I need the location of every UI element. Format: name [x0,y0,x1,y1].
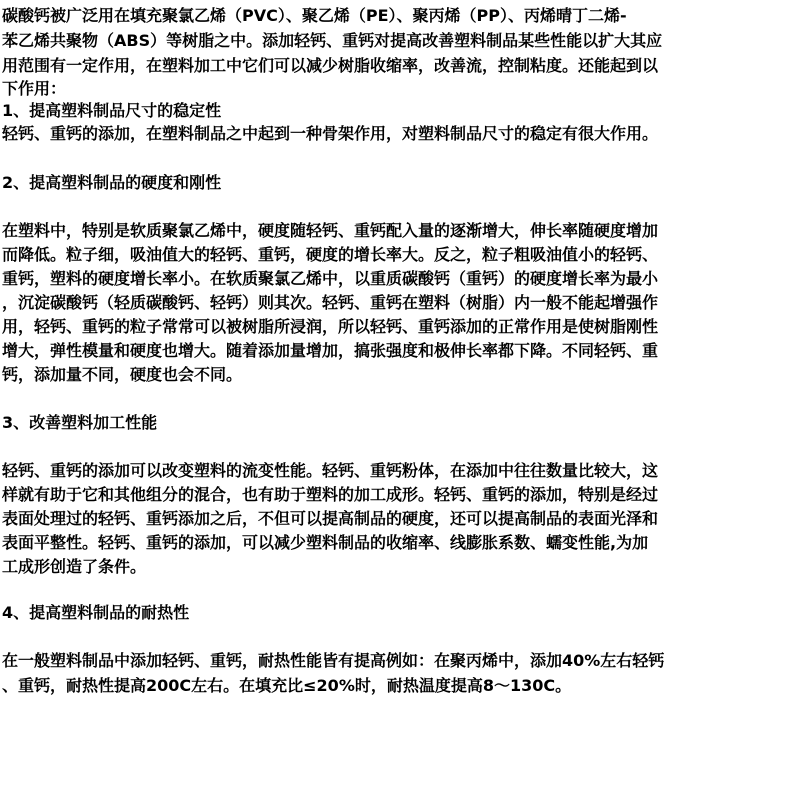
paragraph-line: ，沉淀碳酸钙（轻质碳酸钙、轻钙）则其次。轻钙、重钙在塑料（树脂）内一般不能起增强作 [2,293,659,312]
paragraph-line: 轻钙、重钙的添加，在塑料制品之中起到一种骨架作用，对塑料制品尺寸的稳定有很大作用。 [2,124,659,143]
intro-line: 碳酸钙被广泛用在填充聚氯乙烯（PVC）、聚乙烯（PE）、聚丙烯（PP）、丙烯晴丁二烯- [2,6,627,25]
paragraph-line: 工成形创造了条件。 [2,557,147,576]
intro-line: 下作用： [2,79,67,98]
paragraph-line: 钙，添加量不同，硬度也会不同。 [2,365,243,384]
paragraph-line: 轻钙、重钙的添加可以改变塑料的流变性能。轻钙、重钙粉体，在添加中往往数量比较大，这 [2,461,659,480]
section-heading: 2、提高塑料制品的硬度和刚性 [2,173,222,192]
intro-line: 用范围有一定作用，在塑料加工中它们可以减少树脂收缩率，改善流，控制粘度。还能起到以 [2,56,659,75]
section-heading: 1、提高塑料制品尺寸的稳定性 [2,101,222,120]
section-heading: 3、改善塑料加工性能 [2,413,158,432]
paragraph-line: 表面处理过的轻钙、重钙添加之后，不但可以提高制品的硬度，还可以提高制品的表面光泽和 [2,509,659,528]
paragraph-line: 在一般塑料制品中添加轻钙、重钙，耐热性能皆有提高例如：在聚丙烯中，添加40%左右轻钙 [2,651,665,670]
paragraph-line: 表面平整性。轻钙、重钙的添加，可以减少塑料制品的收缩率、线膨胀系数、蠕变性能,为加 [2,533,649,552]
paragraph-line: 在塑料中，特别是软质聚氯乙烯中，硬度随轻钙、重钙配入量的逐渐增大，伸长率随硬度增加 [2,221,659,240]
paragraph-line: 样就有助于它和其他组分的混合，也有助于塑料的加工成形。轻钙、重钙的添加，特别是经过 [2,485,659,504]
paragraph-line: 用，轻钙、重钙的粒子常常可以被树脂所浸润，所以轻钙、重钙添加的正常作用是使树脂刚性 [2,317,659,336]
section-heading: 4、提高塑料制品的耐热性 [2,603,190,622]
paragraph-line: 、重钙，耐热性提高200C左右。在填充比≤20%时，耐热温度提高8～130C。 [2,676,572,695]
paragraph-line: 增大，弹性模量和硬度也增大。随着添加量增加，搞张强度和极伸长率都下降。不同轻钙、重 [2,341,659,360]
intro-line: 苯乙烯共聚物（ABS）等树脂之中。添加轻钙、重钙对提高改善塑料制品某些性能以扩大其应 [2,31,663,50]
paragraph-line: 而降低。粒子细，吸油值大的轻钙、重钙，硬度的增长率大。反之，粒子粗吸油值小的轻钙、 [2,245,659,264]
paragraph-line: 重钙，塑料的硬度增长率小。在软质聚氯乙烯中，以重质碳酸钙（重钙）的硬度增长率为最小 [2,269,659,288]
